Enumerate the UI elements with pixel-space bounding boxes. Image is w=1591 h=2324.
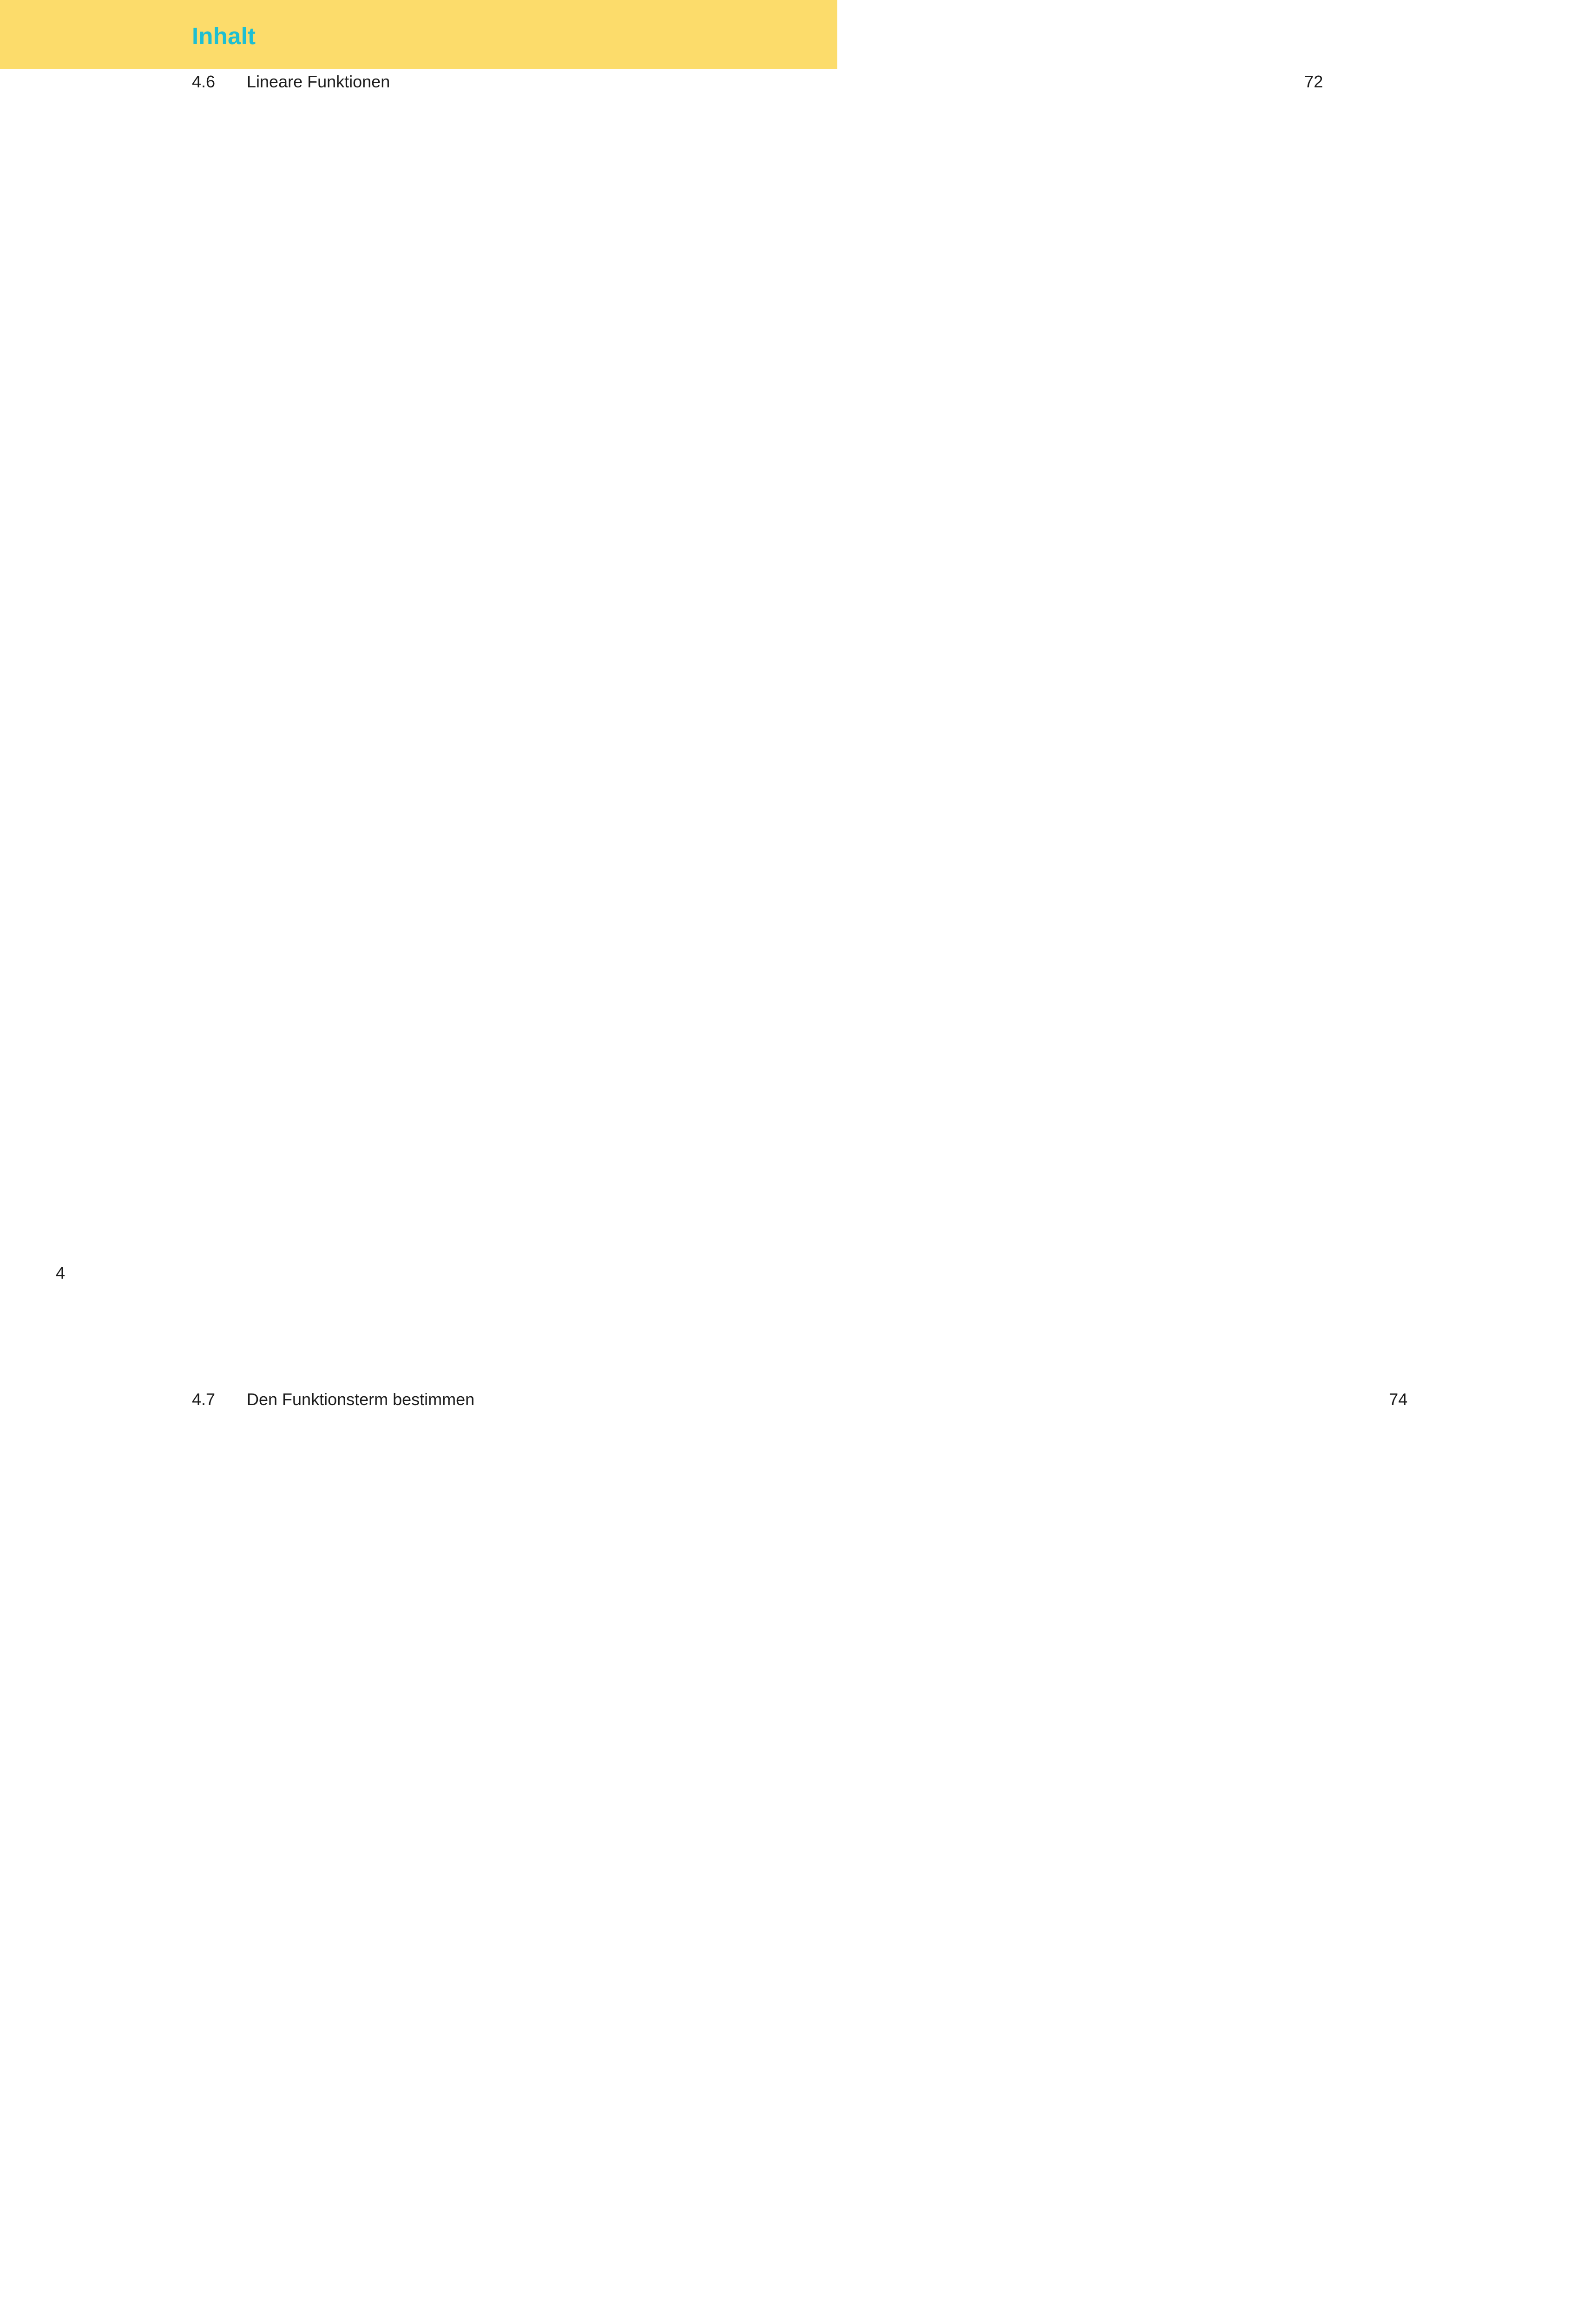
page-title: Inhalt [192,23,256,49]
toc-entry-page-number: 72 [390,69,1323,1386]
toc-entry-label: Lineare Funktionen [247,72,390,91]
folio-page-number: 4 [56,1263,66,1282]
toc-entry-number: 4.7 [192,1390,216,1409]
toc-entry-page-number: 74 [474,1386,1407,2324]
toc-entry-number: 4.6 [192,72,216,91]
header-band [0,0,837,69]
toc-entry[interactable] [0,1386,1408,2324]
toc-entry[interactable] [0,69,1323,1386]
toc-entry-label: Den Funktionsterm bestimmen [247,1390,475,1409]
toc-blocks [0,69,1408,2324]
table-of-contents [0,69,1408,2324]
toc-chapter-block [0,69,1408,2324]
